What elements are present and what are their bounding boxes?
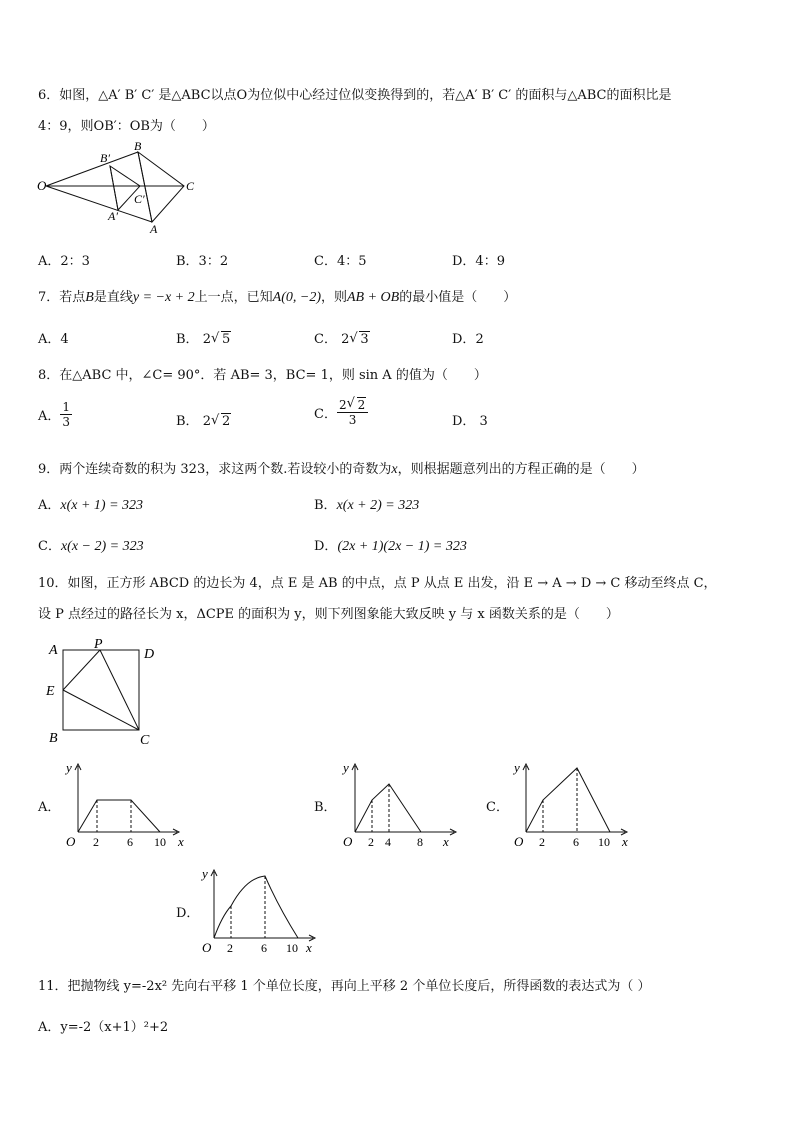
graph-b-x-label: x — [443, 834, 449, 849]
graph-d-tick-2: 6 — [261, 941, 267, 955]
q6-line2: 4：9，则OB′：OB为（ ） — [38, 119, 215, 134]
graph-d-y-label: y — [202, 866, 208, 881]
graph-c-y-label: y — [514, 760, 520, 775]
q8-option-b: B． 2√ 2 — [176, 410, 231, 429]
q7-option-d: D．2 — [452, 332, 484, 347]
q10-square-figure — [40, 636, 170, 748]
q10-graph-d — [198, 866, 323, 958]
sq-label-A: A — [49, 643, 58, 658]
q10-option-c-label: C． — [486, 800, 509, 815]
q8-option-d: D． 3 — [452, 414, 488, 429]
graph-a-y-label: y — [66, 760, 72, 775]
q10-graph-c — [510, 760, 635, 852]
graph-a-tick-1: 2 — [93, 835, 99, 849]
q6-option-a: A．2：3 — [38, 254, 90, 269]
label-C-prime: C′ — [134, 192, 145, 206]
graph-c-x-label: x — [622, 834, 628, 849]
graph-d-x-label: x — [306, 940, 312, 955]
label-B: B — [134, 140, 142, 153]
q7-option-c: C． 2√ 3 — [314, 328, 370, 347]
q11-stem: 11．把抛物线 y=-2x² 先向右平移 1 个单位长度，再向上平移 2 个单位长度后，所得函数的表达式为（ ） — [38, 979, 651, 994]
q11-option-a: A．y=-2（x+1）²+2 — [38, 1020, 169, 1035]
label-A: A — [150, 222, 158, 235]
q9-option-c: C．x(x − 2) = 323 — [38, 539, 144, 554]
graph-a-origin: O — [66, 834, 76, 849]
graph-c-tick-3: 10 — [598, 835, 610, 849]
q6-option-c: C．4：5 — [314, 254, 367, 269]
graph-c-tick-1: 2 — [539, 835, 545, 849]
q8-option-a: A． $\frac{1}{3}$ — [38, 400, 71, 429]
q8-stem: 8．在△ABC 中，∠C= 90°．若 AB= 3，BC= 1，则 sin A 的值为（ ） — [38, 368, 487, 383]
q10-option-b-label: B． — [314, 800, 337, 815]
q10-graph-a — [62, 760, 187, 852]
graph-d-tick-1: 2 — [227, 941, 233, 955]
graph-a-tick-2: 6 — [127, 835, 133, 849]
graph-a-x-label: x — [178, 834, 184, 849]
graph-d-origin: O — [202, 940, 212, 955]
graph-b-tick-1: 2 — [368, 835, 374, 849]
q9-option-a: A．x(x + 1) = 323 — [38, 498, 144, 513]
graph-d-tick-3: 10 — [286, 941, 298, 955]
q9-option-d: D．(2x + 1)(2x − 1) = 323 — [314, 539, 467, 554]
label-C: C — [186, 179, 195, 193]
sq-label-P: P — [94, 637, 103, 652]
q6-option-b: B．3：2 — [176, 254, 229, 269]
label-O: O — [37, 178, 47, 193]
q10-option-d-label: D． — [176, 906, 200, 921]
label-B-prime: B′ — [100, 151, 110, 165]
q9-option-b: B．x(x + 2) = 323 — [314, 498, 420, 513]
sq-label-B: B — [49, 731, 58, 746]
label-A-prime: A′ — [108, 209, 118, 223]
sq-label-D: D — [144, 647, 155, 662]
q10-option-a-label: A． — [38, 800, 61, 815]
sq-label-E: E — [46, 684, 55, 699]
graph-b-origin: O — [343, 834, 353, 849]
graph-b-tick-2: 4 — [385, 835, 391, 849]
graph-b-y-label: y — [343, 760, 349, 775]
q6-homothety-figure — [34, 140, 204, 235]
q7-stem: 7．若点B是直线y = −x + 2上一点，已知A(0, −2)，则AB + OB的最小值是（ ） — [38, 290, 517, 305]
q7-option-a: A．4 — [38, 332, 69, 347]
q10-line1: 10．如图，正方形 ABCD 的边长为 4，点 E 是 AB 的中点，点 P 从点 E 出发，沿 E → A → D → C 移动至终点 C， — [38, 576, 717, 591]
q6-line1: 6．如图，△A′ B′ C′ 是△ABC以点O为位似中心经过位似变换得到的，若△A′ B′ C′ 的面积与△ABC的面积比是 — [38, 88, 672, 103]
q9-stem: 9．两个连续奇数的积为 323，求这两个数.若设较小的奇数为x，则根据题意列出的方程正确的是（ ） — [38, 462, 645, 477]
graph-c-origin: O — [514, 834, 524, 849]
graph-a-tick-3: 10 — [154, 835, 166, 849]
graph-c-tick-2: 6 — [573, 835, 579, 849]
q10-line2: 设 P 点经过的路径长为 x，ΔCPE 的面积为 y，则下列图象能大致反映 y 与 x 函数关系的是（ ） — [38, 607, 619, 622]
graph-b-tick-3: 8 — [417, 835, 423, 849]
q6-option-d: D．4：9 — [452, 254, 505, 269]
q10-graph-b — [339, 760, 464, 852]
sq-label-C: C — [140, 733, 150, 748]
q7-option-b: B． 2√ 5 — [176, 328, 231, 347]
q8-option-c: C． $\frac{2√ 2}{3}$ — [314, 398, 368, 427]
